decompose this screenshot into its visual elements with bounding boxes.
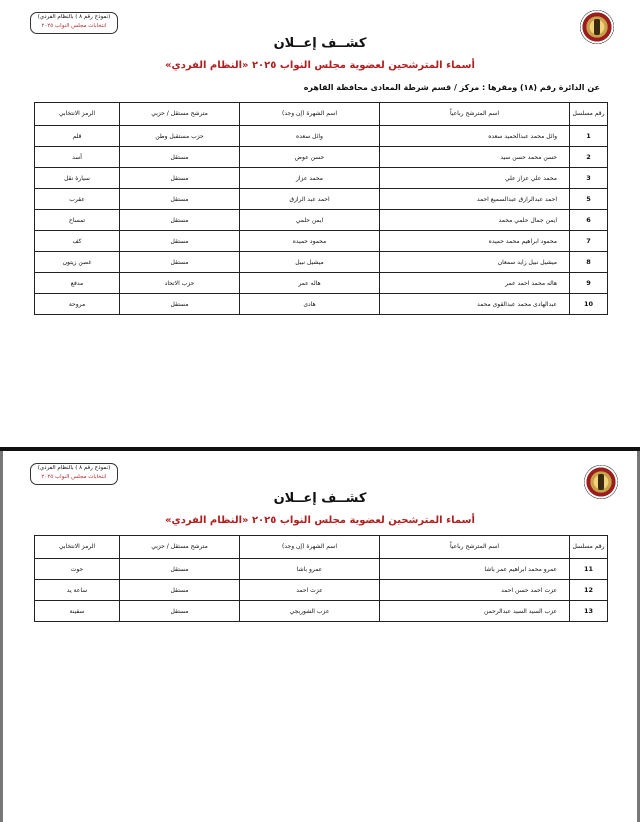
table-row — [35, 559, 608, 580]
cell-nickname: عزب الشوربجي — [240, 601, 380, 622]
header-nickname: اسم الشهرة (إن وجد) — [240, 103, 380, 126]
table-row — [35, 294, 608, 315]
cell-name: عبدالهادى محمد عبدالقوى محمد — [380, 294, 570, 315]
cell-serial: 5 — [570, 189, 608, 210]
cell-symbol: كف — [35, 231, 120, 252]
cell-affiliation: حزب الاتحاد — [120, 273, 240, 294]
header-symbol: الرمز الانتخابي — [35, 536, 120, 559]
cell-nickname: محمد عزاز — [240, 168, 380, 189]
cell-serial: 3 — [570, 168, 608, 189]
form-number-label: (نموذج رقم ٨ ) بالنظام الفردي) — [37, 465, 111, 471]
table-row — [35, 601, 608, 622]
cell-nickname: احمد عبد الرازق — [240, 189, 380, 210]
announcement-title: كشــف إعــلان — [273, 36, 367, 51]
cell-serial: 12 — [570, 580, 608, 601]
header-serial: رقم مسلسل — [570, 103, 608, 126]
header-name: اسم المترشح رباعياً — [380, 103, 570, 126]
header-name: اسم المترشح رباعياً — [380, 536, 570, 559]
cell-affiliation: مستقل — [120, 168, 240, 189]
header-serial: رقم مسلسل — [570, 536, 608, 559]
table-row — [35, 147, 608, 168]
cell-name: ايمن جمال حلمي محمد — [380, 210, 570, 231]
cell-nickname: وائل سعده — [240, 126, 380, 147]
cell-symbol: غصن زيتون — [35, 252, 120, 273]
announcement-title: كشــف إعــلان — [273, 491, 367, 506]
cell-affiliation: مستقل — [120, 210, 240, 231]
cell-name: حسن محمد حسن سيد — [380, 147, 570, 168]
cell-affiliation: مستقل — [120, 294, 240, 315]
cell-symbol: ساعة يد — [35, 580, 120, 601]
cell-nickname: عزت احمد — [240, 580, 380, 601]
document-page-2 — [0, 451, 640, 822]
cell-affiliation: مستقل — [120, 580, 240, 601]
table-header-row — [35, 103, 608, 126]
table-row — [35, 126, 608, 147]
cell-nickname: محمود حميده — [240, 231, 380, 252]
cell-name: محمد علي عزاز علي — [380, 168, 570, 189]
cell-name: احمد عبدالرازق عبدالسميع احمد — [380, 189, 570, 210]
table-header-row — [35, 536, 608, 559]
cell-affiliation: مستقل — [120, 601, 240, 622]
cell-affiliation: مستقل — [120, 252, 240, 273]
table-row — [35, 168, 608, 189]
cell-name: عزت احمد حسن احمد — [380, 580, 570, 601]
form-number-label: (نموذج رقم ٨ ) بالنظام الفردي) — [37, 14, 111, 20]
cell-serial: 13 — [570, 601, 608, 622]
cell-nickname: حسن عوض — [240, 147, 380, 168]
cell-name: هاله محمد احمد عمر — [380, 273, 570, 294]
cell-name: وائل محمد عبدالحميد سعده — [380, 126, 570, 147]
header-affiliation: مترشح مستقل / حزبي — [120, 536, 240, 559]
candidates-table — [34, 102, 608, 315]
cell-serial: 6 — [570, 210, 608, 231]
header-affiliation: مترشح مستقل / حزبي — [120, 103, 240, 126]
cell-affiliation: مستقل — [120, 231, 240, 252]
cell-nickname: عمرو باشا — [240, 559, 380, 580]
cell-serial: 8 — [570, 252, 608, 273]
cell-symbol: سفينة — [35, 601, 120, 622]
cell-name: عمرو محمد ابراهيم عمر باشا — [380, 559, 570, 580]
cell-nickname: هادى — [240, 294, 380, 315]
cell-symbol: قلم — [35, 126, 120, 147]
form-number-box — [30, 12, 118, 34]
cell-serial: 9 — [570, 273, 608, 294]
cell-symbol: أسد — [35, 147, 120, 168]
cell-symbol: حوت — [35, 559, 120, 580]
cell-serial: 1 — [570, 126, 608, 147]
district-line: عن الدائرة رقم (١٨) ومقرها : مركز / قسم شرطة المعادى محافظة القاهره — [303, 83, 600, 92]
cell-nickname: ايمن حلمي — [240, 210, 380, 231]
cell-affiliation: مستقل — [120, 189, 240, 210]
header-symbol: الرمز الانتخابي — [35, 103, 120, 126]
table-row — [35, 231, 608, 252]
table-row — [35, 580, 608, 601]
cell-affiliation: مستقل — [120, 147, 240, 168]
table-row — [35, 252, 608, 273]
header-nickname: اسم الشهرة (إن وجد) — [240, 536, 380, 559]
cell-serial: 2 — [570, 147, 608, 168]
cell-serial: 7 — [570, 231, 608, 252]
cell-name: محمود ابراهيم محمد حميده — [380, 231, 570, 252]
cell-affiliation: مستقل — [120, 559, 240, 580]
cell-symbol: مروحة — [35, 294, 120, 315]
table-row — [35, 210, 608, 231]
cell-serial: 11 — [570, 559, 608, 580]
list-title: أسماء المترشحين لعضوية مجلس النواب ٢٠٢٥ «النظام الفردي» — [165, 60, 475, 71]
table-row — [35, 189, 608, 210]
cell-symbol: سيارة نقل — [35, 168, 120, 189]
cell-name: ميشيل نبيل زايد سمعان — [380, 252, 570, 273]
cell-nickname: ميشيل نبيل — [240, 252, 380, 273]
cell-nickname: هاله عمر — [240, 273, 380, 294]
candidates-table-continued — [34, 535, 608, 622]
cell-symbol: تمساح — [35, 210, 120, 231]
table-row — [35, 273, 608, 294]
cell-name: عزب السيد السيد عبدالرحمن — [380, 601, 570, 622]
cell-affiliation: حزب مستقبل وطن — [120, 126, 240, 147]
page-edge-left — [0, 451, 3, 822]
cell-symbol: عقرب — [35, 189, 120, 210]
list-title: أسماء المترشحين لعضوية مجلس النواب ٢٠٢٥ «النظام الفردي» — [165, 515, 475, 526]
form-number-box — [30, 463, 118, 485]
elections-label: انتخابات مجلس النواب ٢٠٢٥ — [41, 474, 107, 480]
cell-symbol: مدفع — [35, 273, 120, 294]
elections-label: انتخابات مجلس النواب ٢٠٢٥ — [41, 23, 107, 29]
cell-serial: 10 — [570, 294, 608, 315]
